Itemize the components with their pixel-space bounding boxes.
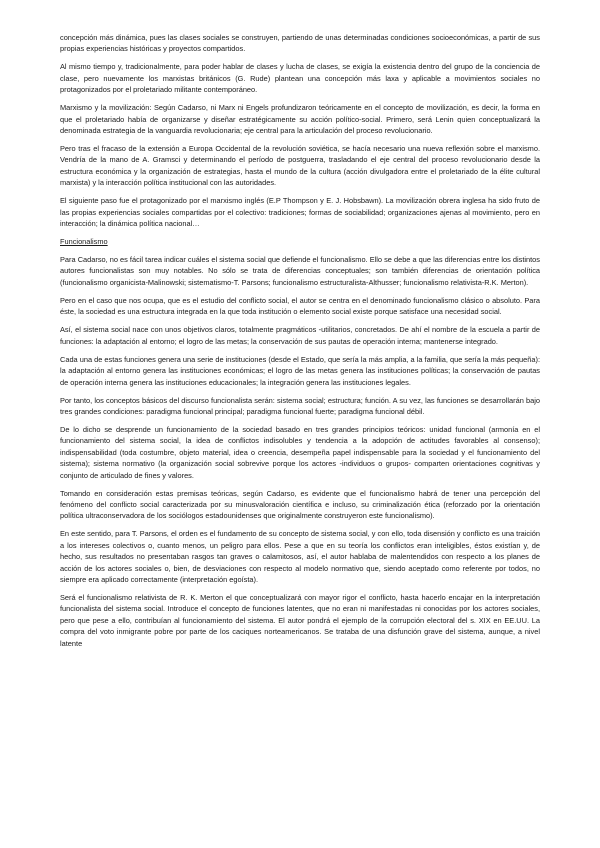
- paragraph: Será el funcionalismo relativista de R. K. Merton el que conceptualizará con mayor rigor el conflicto, hasta hacerlo encajar en la interpretación funcionalista del sistema social. Introduce el concepto de funciones latentes, que no eran ni manifestadas ni conocidas por los actores sociales, pero que pese a ello, contribuían al funcionamiento del sistema. El autor pondrá el ejemplo de la corrupción electoral del s. XIX en EE.UU. La compra del voto inmigrante pobre por parte de los caciques norteamericanos. Se trataba de una disfunción grave del sistema, aunque, a nivel latente: [60, 592, 540, 648]
- paragraph: Pero tras el fracaso de la extensión a Europa Occidental de la revolución soviética, se hacía necesario una nueva reflexión sobre el marxismo. Vendría de la mano de A. Gramsci y determinando el período de postguerra, trasladando el eje central del proceso revolucionario desde la estructura económica y la organización de estrategias, hasta el mundo de la cultura (acción divulgadora entre el proletariado de la élite cultural marxista) y la interacción política institucional con las autoridades.: [60, 144, 540, 188]
- document-page: [60, 32, 540, 656]
- paragraph: Pero en el caso que nos ocupa, que es el estudio del conflicto social, el autor se centra en el denominado funcionalismo clásico o absoluto. Para éste, la sociedad es una estructura integrada en la que toda institución o elemento social existe porque satisface una necesidad social.: [60, 295, 540, 317]
- paragraph: Por tanto, los conceptos básicos del discurso funcionalista serán: sistema social; estructura; función. A su vez, las funciones se desarrollarán bajo tres grandes condiciones: paradigma funcional principal; paradigma funcional fuerte; paradigma funcional débil.: [60, 395, 540, 416]
- paragraph: El siguiente paso fue el protagonizado por el marxismo inglés (E.P Thompson y E. J. Hobsbawn). La movilización obrera inglesa ha sido fruto de las propias experiencias sociales compartidas por el colectivo: tradiciones; formas de sociabilidad; organizaciones ajenas al movimiento, pero en interacción; la dinámica política nacional…: [60, 196, 540, 229]
- paragraph: Así, el sistema social nace con unos objetivos claros, totalmente pragmáticos -utilitarios, concretados. De ahí el nombre de la escuela a partir de funciones: la adaptación al entorno; el logro de las metas; la conservación de sus pautas de operación interna; mantenerse integrado.: [60, 325, 540, 346]
- paragraph: De lo dicho se desprende un funcionamiento de la sociedad basado en tres grandes principios teóricos: unidad funcional (armonía en el funcionamiento del sistema social, la idea de conflictos indisolubles y tendencia a la adopción de actitudes favorables al consenso); indispensabilidad (toda costumbre, objeto material, idea o creencia, desempeña papel indispensable para la sociedad y el funcionamiento del sistema); sistema normativo (la organización social sobrevive porque los actores -individuos o grupos- comparten orientaciones cognitivas y conjunto de articulado de fines y valores.: [60, 424, 540, 480]
- paragraph: Cada una de estas funciones genera una serie de instituciones (desde el Estado, que sería la más amplia, a la familia, que sería la más pequeña): la adaptación al entorno genera las instituciones económicas; el logro de las metas genera las instituciones políticas; la conservación de pautas de operación interna genera las instituciones educacionales; la integración genera las instituciones legales.: [60, 354, 540, 387]
- paragraph: Tomando en consideración estas premisas teóricas, según Cadarso, es evidente que el funcionalismo habrá de tener una percepción del fenómeno del conflicto social caracterizada por su minusvaloración científica e incluso, su criminalización ética (reforzado por la orientación política ultraconservadora de los sociólogos estadounidenses que originalmente construyeron este funcionalismo).: [60, 488, 540, 521]
- paragraph: Marxismo y la movilización: Según Cadarso, ni Marx ni Engels profundizaron teóricamente en el concepto de movilización, es decir, la forma en que el proletariado había de organizarse y diseñar estratégicamente su acción político-social. Primero, será Lenin quien conceptualizará la denominada estrategia de la vanguardia revolucionaria; eje central para la articulación del proceso revolucionario.: [60, 103, 540, 136]
- paragraph: concepción más dinámica, pues las clases sociales se construyen, partiendo de unas determinadas condiciones socioeconómicas, a partir de sus propias experiencias históricas y proyectos compartidos.: [60, 33, 540, 54]
- section-heading: Funcionalismo: [60, 237, 108, 247]
- paragraph: Para Cadarso, no es fácil tarea indicar cuáles el sistema social que defiende el funcionalismo. Ello se debe a que las diferencias entre los distintos autores funcionalistas son muy notables. No sólo se trata de diferencias conceptuales; son también diferencias de orientación política (funcionalismo organicista-Malinowski; sistematismo-T. Parsons; funcionalismo estructuralista-Althusser; funcionalismo relativista-R.K. Merton).: [60, 255, 540, 287]
- paragraph: En este sentido, para T. Parsons, el orden es el fundamento de su concepto de sistema social, y con ello, toda disensión y conflicto es una traición a los intereses colectivos o, cuanto menos, un peligro para ellos. Pese a que en su teoría los conflictos eran inteligibles, éstos existían y, de hecho, sus resultados no presentaban rasgos tan graves o calamitosos, así, el autor hablaba de malentendidos con respecto a los planes de acción de los actores sociales o, bien, de desviaciones con respecto al modelo normativo que, siendo aceptado como referente por todos, no siempre era aplicado correctamente (interpretación egoísta).: [60, 529, 540, 584]
- paragraph: Al mismo tiempo y, tradicionalmente, para poder hablar de clases y lucha de clases, se exigía la existencia dentro del grupo de la conciencia de clase, pero nuevamente los marxistas británicos (G. Rude) plantean una concepción más laxa y aplicable a movimientos sociales no protagonizados por el proletariado militante contemporáneo.: [60, 62, 540, 95]
